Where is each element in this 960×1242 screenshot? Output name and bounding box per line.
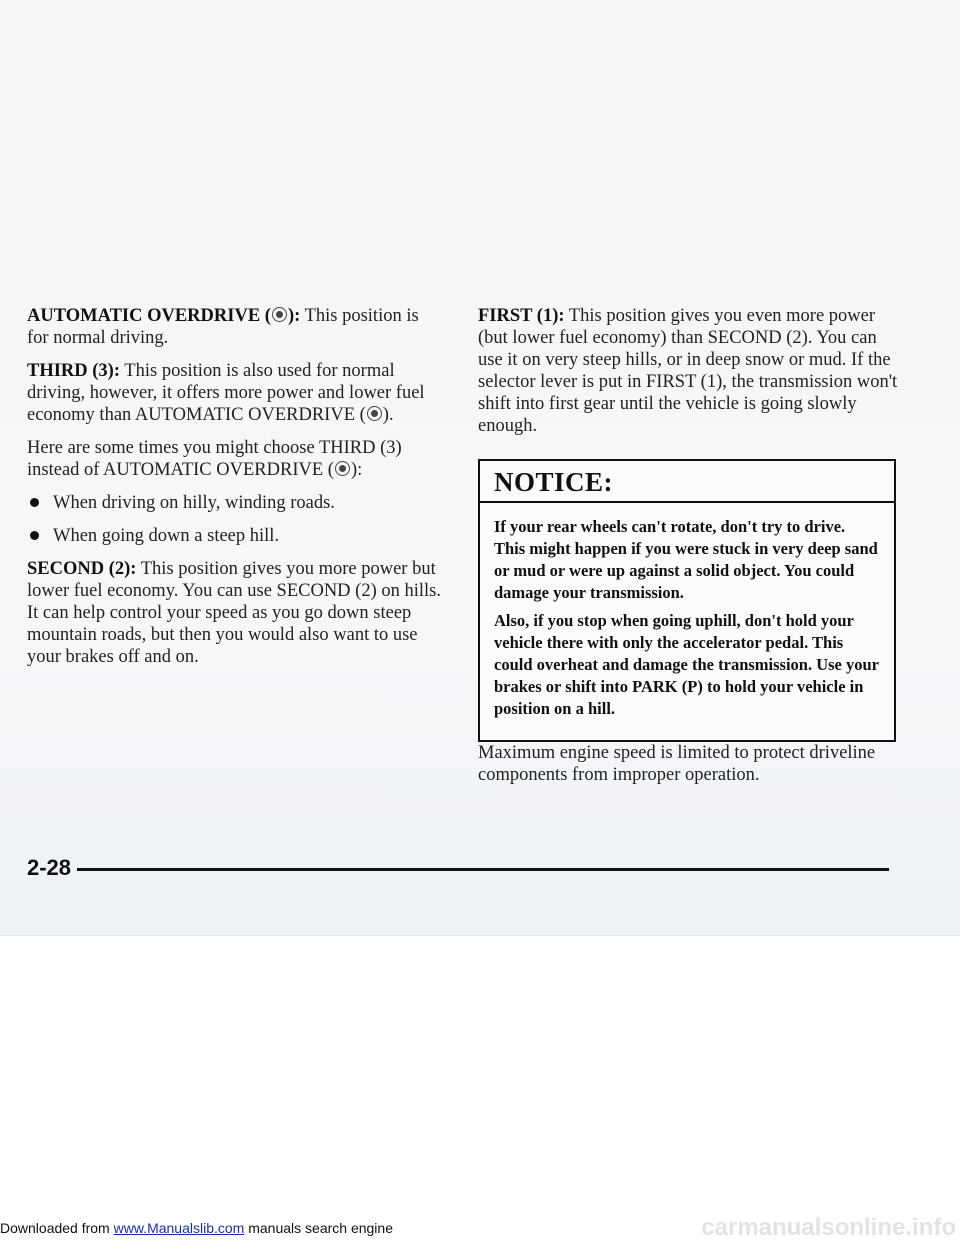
times-paragraph [27, 437, 442, 481]
page-number: 2-28 [27, 855, 72, 880]
third-label: THIRD (3): [27, 361, 121, 381]
overdrive-circle-icon [272, 307, 287, 322]
bullet-list [27, 492, 442, 547]
overdrive-circle-icon [335, 461, 350, 476]
notice-paragraph: If your rear wheels can't rotate, don't try to drive. This might happen if you were stuck in very deep sand or mud or were up against a solid object. You could damage your transmission. [494, 517, 878, 602]
list-item: When going down a steep hill. [27, 525, 442, 547]
overdrive-label-end: ): [287, 306, 301, 326]
third-paragraph [27, 360, 442, 426]
watermark-suffix: manuals search engine [244, 1220, 393, 1236]
notice-paragraph: Also, if you stop when going uphill, don't hold your vehicle there with only the accelerator pedal. This could overheat and damage the transmission. Use your brakes or shift into PARK (P) to hold your vehicle in position on a hill. [494, 611, 879, 718]
first-paragraph [478, 305, 898, 437]
engine-speed-paragraph: Maximum engine speed is limited to protect driveline components from improper operation. [478, 743, 876, 785]
third-text: This position is also used for normal driving, however, it offers more power and lower fuel economy than AUTOMATIC OVERDRIVE ( [27, 361, 425, 425]
overdrive-text: This position is for normal driving. [27, 306, 419, 348]
list-item: When driving on hilly, winding roads. [27, 492, 442, 514]
site-watermark: carmanualsonline.info [701, 1214, 956, 1241]
overdrive-paragraph [27, 305, 442, 349]
notice-title: NOTICE: [480, 461, 894, 503]
first-label: FIRST (1): [478, 306, 565, 326]
page-footer [27, 855, 889, 885]
download-watermark [0, 1220, 393, 1236]
overdrive-circle-icon [367, 406, 382, 421]
footer-rule [77, 868, 889, 871]
watermark-prefix: Downloaded from [0, 1220, 114, 1236]
third-text-end: ). [382, 405, 394, 425]
second-text: This position gives you more power but lower fuel economy. You can use SECOND (2) on hills. It can help control your speed as you go down steep mountain roads, but then you would also want to use your brakes off and on. [27, 559, 441, 667]
second-label: SECOND (2): [27, 559, 137, 579]
right-column [478, 305, 898, 797]
times-text-end: ): [350, 460, 363, 480]
first-text: This position gives you even more power (but lower fuel economy) than SECOND (2). You can use it on very steep hills, or in deep snow or mud. If the selector lever is put in FIRST (1), the transmission won't shift into first gear until the vehicle is going slowly enough. [478, 306, 898, 436]
times-text: Here are some times you might choose THIRD (3) instead of AUTOMATIC OVERDRIVE ( [27, 438, 402, 480]
notice-body [480, 503, 894, 740]
manualslib-link[interactable]: www.Manualslib.com [113, 1220, 245, 1236]
notice-box [478, 459, 896, 742]
left-column [27, 305, 442, 679]
overdrive-label: AUTOMATIC OVERDRIVE ( [27, 306, 271, 326]
second-paragraph [27, 558, 442, 668]
